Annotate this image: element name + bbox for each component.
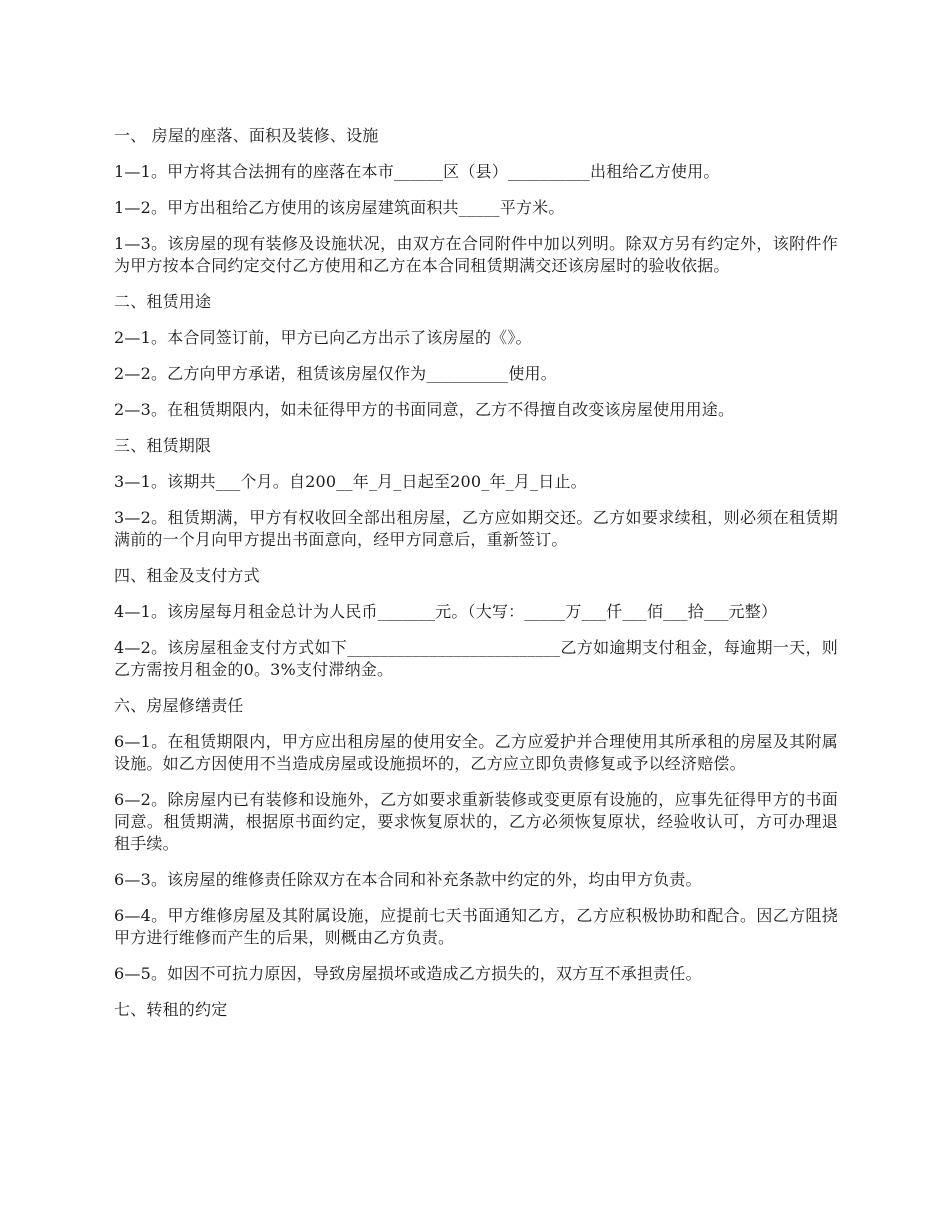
- section-heading-6: 六、房屋修缮责任: [114, 696, 244, 715]
- clause-1-3: 1—3。该房屋的现有装修及设施状况，由双方在合同附件中加以列明。除双方另有约定外，该附件作为甲方按本合同约定交付乙方使用和乙方在本合同租赁期满交还该房屋时的验收依据。: [114, 234, 838, 275]
- section-heading-4: 四、租金及支付方式: [114, 566, 260, 585]
- clause-2-2: 2—2。乙方向甲方承诺，租赁该房屋仅作为__________使用。: [114, 364, 557, 383]
- clause-6-1: 6—1。在租赁期限内，甲方应出租房屋的使用安全。乙方应爱护并合理使用其所承租的房屋及其附属设施。如乙方因使用不当造成房屋或设施损坏的，乙方应立即负责修复或予以经济赔偿。: [114, 732, 838, 773]
- contract-document: [114, 125, 838, 1035]
- clause-2-3: 2—3。在租赁期限内，如未征得甲方的书面同意，乙方不得擅自改变该房屋使用用途。: [114, 400, 735, 419]
- clause-2-1: 2—1。本合同签订前，甲方已向乙方出示了该房屋的《》。: [114, 328, 532, 347]
- clause-3-1: 3—1。该期共___个月。自200__年_月_日起至200_年_月_日止。: [114, 472, 587, 491]
- clause-6-4: 6—4。甲方维修房屋及其附属设施，应提前七天书面通知乙方，乙方应积极协助和配合。因乙方阻挠甲方进行维修而产生的后果，则概由乙方负责。: [114, 906, 838, 947]
- clause-3-2: 3—2。租赁期满，甲方有权收回全部出租房屋，乙方应如期交还。乙方如要求续租，则必须在租赁期满前的一个月向甲方提出书面意向，经甲方同意后，重新签订。: [114, 508, 838, 549]
- clause-4-2: 4—2。该房屋租金支付方式如下__________________________乙方如逾期支付租金，每逾期一天，则乙方需按月租金的0。3%支付滞纳金。: [114, 638, 838, 679]
- section-heading-3: 三、租赁期限: [114, 436, 212, 455]
- clause-1-2: 1—2。甲方出租给乙方使用的该房屋建筑面积共_____平方米。: [114, 198, 565, 217]
- section-heading-2: 二、租赁用途: [114, 292, 212, 311]
- section-heading-7: 七、转租的约定: [114, 1000, 228, 1019]
- clause-4-1: 4—1。该房屋每月租金总计为人民币_______元。（大写：_____万___仟___佰___拾___元整）: [114, 602, 778, 621]
- clause-1-1: 1—1。甲方将其合法拥有的座落在本市______区（县）__________出租给乙方使用。: [114, 162, 720, 181]
- clause-6-2: 6—2。除房屋内已有装修和设施外，乙方如要求重新装修或变更原有设施的，应事先征得甲方的书面同意。租赁期满，根据原书面约定，要求恢复原状的，乙方必须恢复原状，经验收认可，方可办理退租手续。: [114, 790, 838, 853]
- section-heading-1: 一、 房屋的座落、面积及装修、设施: [114, 126, 379, 145]
- clause-6-3: 6—3。该房屋的维修责任除双方在本合同和补充条款中约定的外，均由甲方负责。: [114, 870, 702, 889]
- clause-6-5: 6—5。如因不可抗力原因，导致房屋损坏或造成乙方损失的，双方互不承担责任。: [114, 964, 702, 983]
